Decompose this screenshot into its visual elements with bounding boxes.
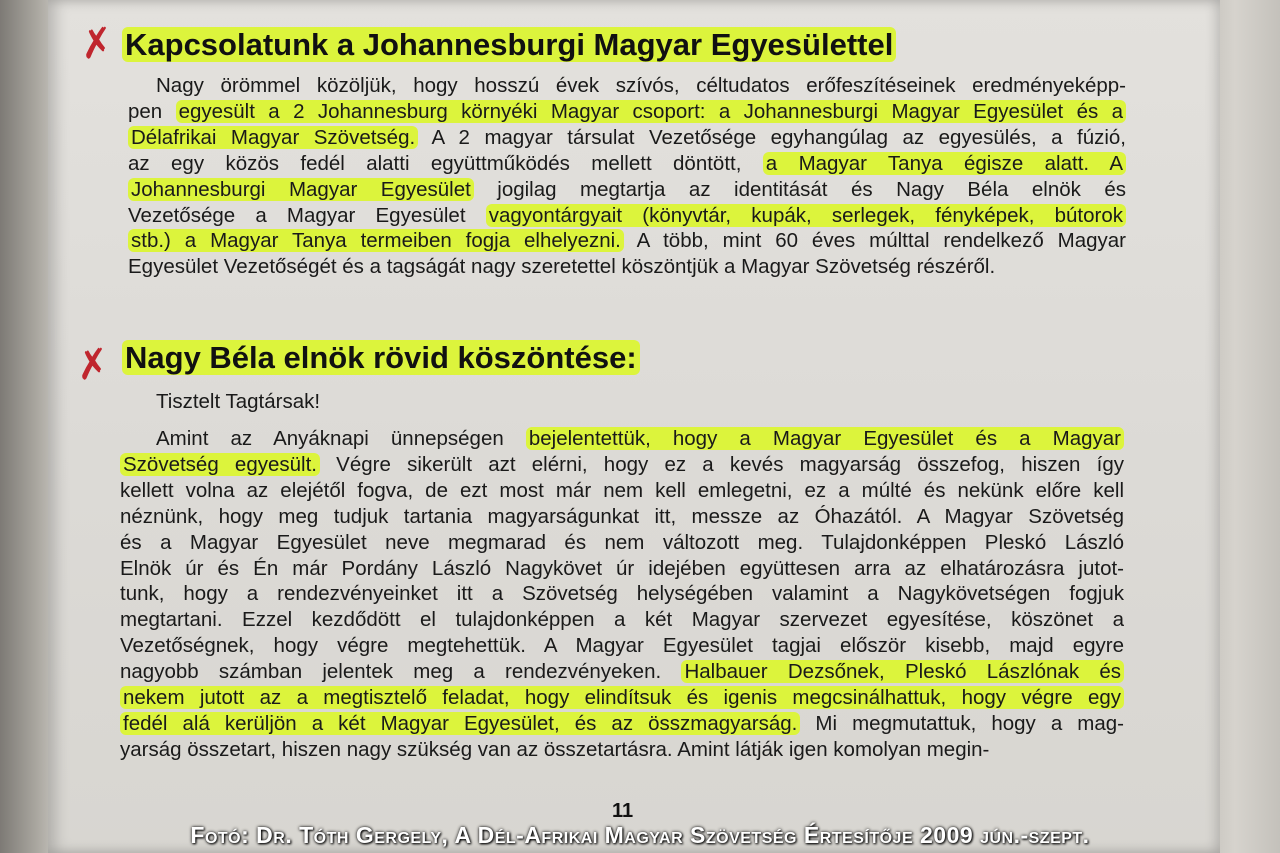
text-line <box>128 151 1126 177</box>
body-text: néznünk, hogy meg tudjuk tartania magyarságunkat itt, messze az Óhazától. A Magyar Szövetség <box>120 504 1124 528</box>
body-text: yarság összetart, hiszen nagy szükség van az összetartásra. Amint látják igen komolyan megin- <box>120 737 990 761</box>
text-line <box>128 125 1126 151</box>
body-text: A 2 magyar társulat Vezetősége egyhangúlag az egyesülés, a fúzió, <box>418 125 1126 149</box>
text-line <box>120 581 1124 607</box>
section-heading-2-text: Nagy Béla elnök rövid köszöntése: <box>122 340 640 375</box>
salutation: Tisztelt Tagtársak! <box>156 390 321 413</box>
highlighted-text: vagyontárgyait (könyvtár, kupák, serlegek, fényképek, bútorok <box>486 204 1126 227</box>
body-text: Vezetőségnek, hogy végre megtehettük. A Magyar Egyesület tagjai először kisebb, majd egyre <box>120 634 1124 658</box>
body-text: Vezetősége a Magyar Egyesület <box>128 203 486 227</box>
text-line <box>120 452 1124 478</box>
body-text: megtartani. Ezzel kezdődött el tulajdonképpen a két Magyar szervezet egyesítése, köszönet a <box>120 608 1124 632</box>
body-text: és a Magyar Egyesület neve megmarad és nem változott meg. Tulajdonképpen Pleskó László <box>120 530 1124 554</box>
page-number: 11 <box>612 800 634 822</box>
text-line <box>128 73 1126 99</box>
text-line <box>120 556 1124 582</box>
text-line <box>120 530 1124 556</box>
red-x-mark-icon: ✗ <box>76 18 117 70</box>
text-line <box>120 607 1124 633</box>
body-text: az egy közös fedél alatti együttműködés mellett döntött, <box>128 151 763 175</box>
highlighted-text: fedél alá kerüljön a két Magyar Egyesület, és az összmagyarság. <box>120 712 800 735</box>
text-line <box>120 478 1124 504</box>
highlighted-text: a Magyar Tanya égisze alatt. A <box>763 152 1126 175</box>
text-line <box>128 203 1126 229</box>
body-text: Egyesület Vezetőségét és a tagságát nagy szeretettel köszöntjük a Magyar Szövetség részéről. <box>128 255 996 279</box>
text-line <box>120 711 1124 737</box>
highlighted-text: stb.) a Magyar Tanya termeiben fogja elhelyezni. <box>128 229 624 252</box>
highlighted-text: Johannesburgi Magyar Egyesület <box>128 178 474 201</box>
highlighted-text: Délafrikai Magyar Szövetség. <box>128 126 418 149</box>
body-text: kellett volna az elejétől fogva, de ezt most már nem kell emlegetni, ez a múlté és nekünk előre kell <box>120 478 1124 502</box>
section-heading-1-text: Kapcsolatunk a Johannesburgi Magyar Egyesülettel <box>122 27 896 62</box>
text-line <box>120 426 1124 452</box>
body-text: Végre sikerült azt elérni, hogy ez a kevés magyarság összefog, hiszen így <box>319 452 1124 476</box>
highlighted-text: Halbauer Dezsőnek, Pleskó Lászlónak és <box>681 660 1124 683</box>
text-line <box>120 659 1124 685</box>
body-text: tunk, hogy a rendezvényeinket itt a Szövetség helységében valamint a Nagykövetségen fogjuk <box>120 582 1124 606</box>
highlighted-text: bejelentettük, hogy a Magyar Egyesület és a Magyar <box>526 427 1124 450</box>
photo-credit-caption: Fotó: Dr. Tóth Gergely, A Dél-Afrikai Magyar Szövetség Értesítője 2009 jún.-szept. <box>190 822 1090 848</box>
body-text: A több, mint 60 éves múlttal rendelkező Magyar <box>623 229 1126 253</box>
highlighted-text: Szövetség egyesült. <box>120 453 320 476</box>
section-heading-1 <box>122 27 896 63</box>
text-line <box>128 254 1126 280</box>
body-text: Amint az Anyáknapi ünnepségen <box>156 427 526 450</box>
body-text: nagyobb számban jelentek meg a rendezvényeken. <box>120 660 682 684</box>
body-text: Nagy örömmel közöljük, hogy hosszú évek szívós, céltudatos erőfeszítéseinek eredményeképp- <box>156 74 1126 97</box>
text-line <box>128 99 1126 125</box>
text-line <box>120 737 1124 763</box>
section-2-paragraph <box>120 426 1124 763</box>
body-text: jogilag megtartja az identitását és Nagy Béla elnök és <box>473 177 1126 201</box>
text-line <box>120 633 1124 659</box>
highlighted-text: egyesült a 2 Johannesburg környéki Magyar csoport: a Johannesburgi Magyar Egyesület és a <box>176 100 1126 123</box>
highlighted-text: nekem jutott az a megtisztelő feladat, hogy elindítsuk és igenis megcsinálhattuk, hogy végre egy <box>120 686 1124 709</box>
body-text: pen <box>128 99 176 123</box>
section-heading-2 <box>122 340 640 376</box>
red-x-mark-icon: ✗ <box>72 339 113 391</box>
body-text: Mi megmutattuk, hogy a mag- <box>800 711 1124 735</box>
body-text: Elnök úr és Én már Pordány László Nagykövet úr idejében együttesen arra az elhatározásra jutot- <box>120 556 1124 580</box>
text-line <box>120 504 1124 530</box>
text-line <box>128 177 1126 203</box>
text-line <box>120 685 1124 711</box>
text-line <box>128 228 1126 254</box>
section-1-paragraph <box>128 73 1126 280</box>
